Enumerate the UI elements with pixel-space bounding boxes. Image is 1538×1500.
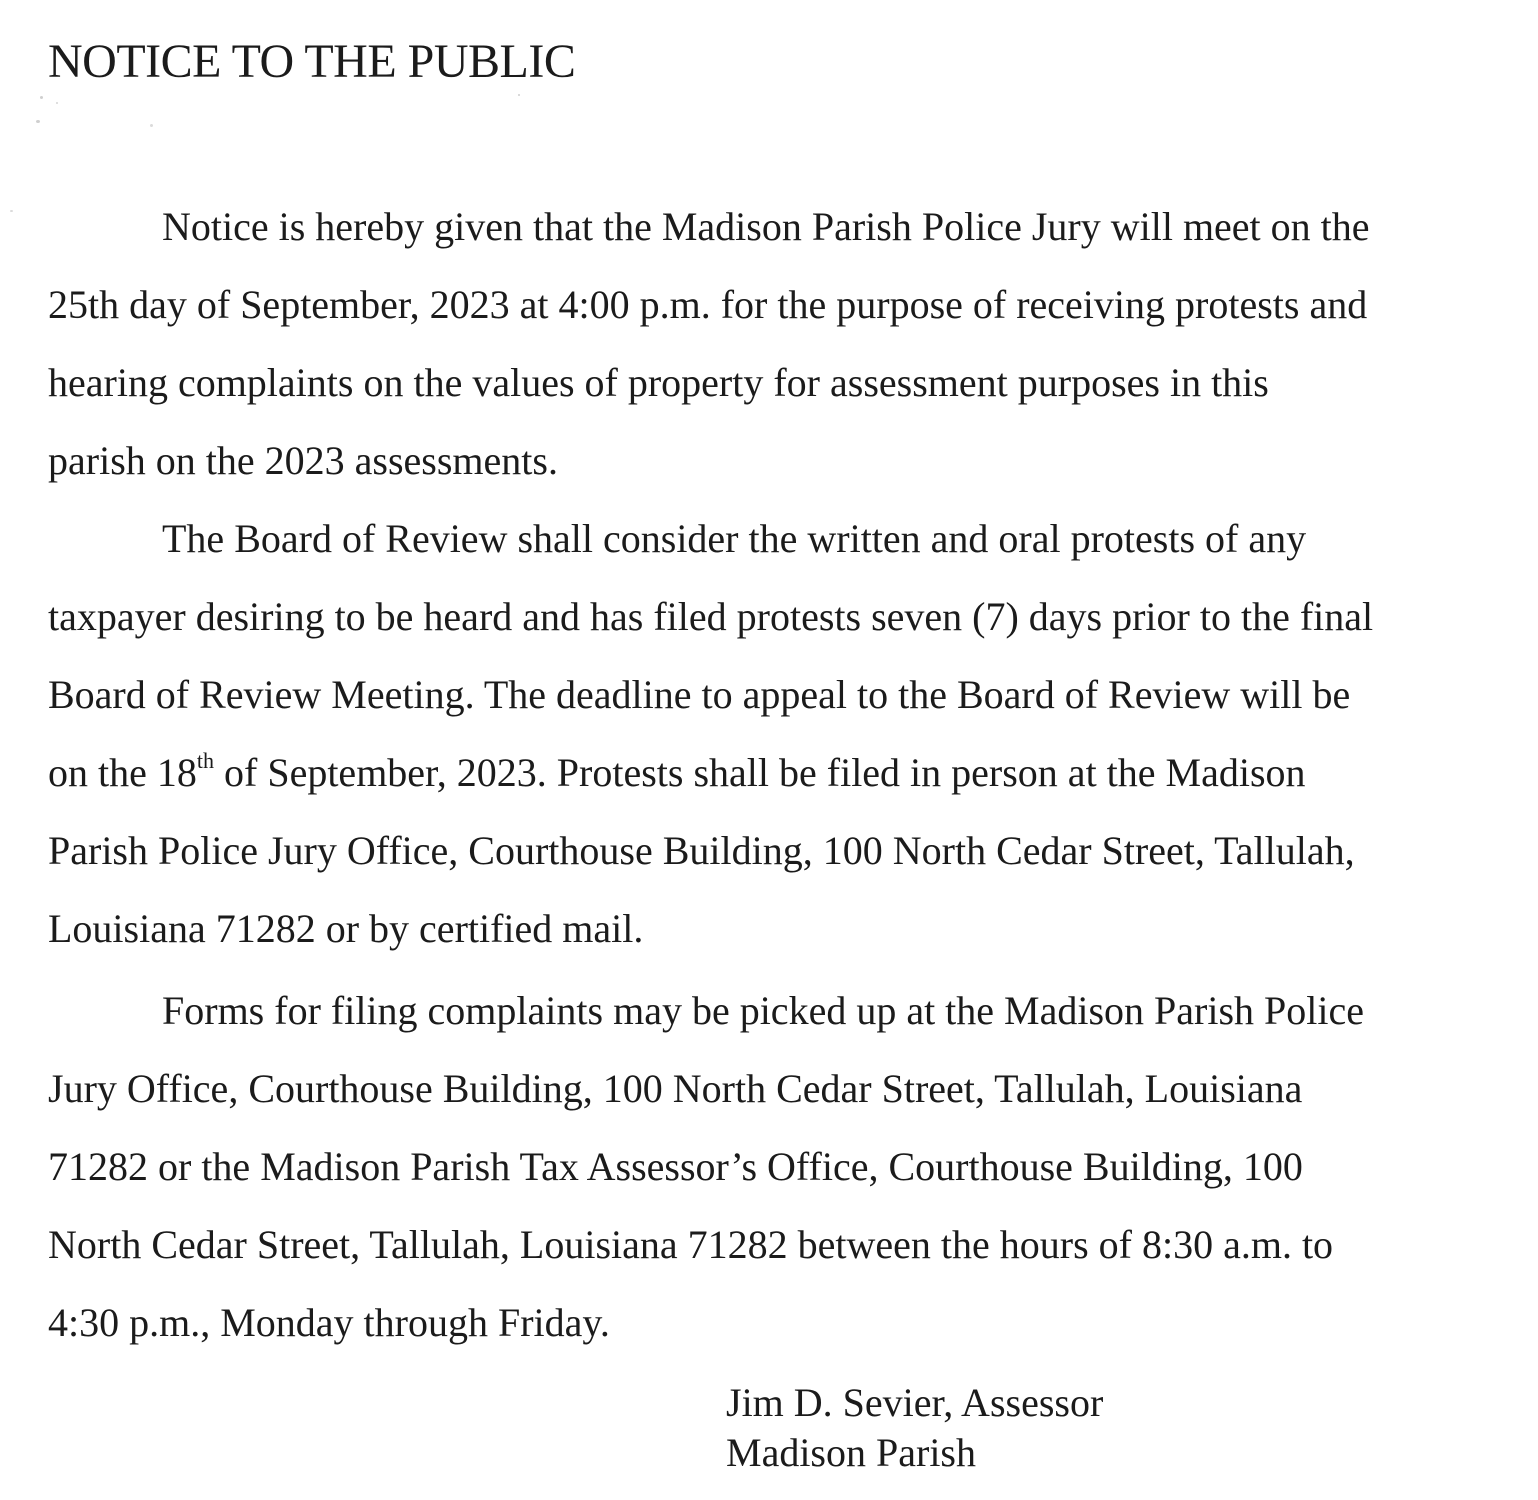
scan-speck [40, 96, 43, 99]
scan-speck [518, 94, 520, 96]
signer-parish: Madison Parish [726, 1430, 976, 1475]
paragraph-line: hearing complaints on the values of property for assessment purposes in this [48, 360, 1269, 405]
paragraph-line: 71282 or the Madison Parish Tax Assessor’s Office, Courthouse Building, 100 [48, 1144, 1303, 1189]
signature-block [726, 1378, 1103, 1478]
paragraph-line: Board of Review Meeting. The deadline to appeal to the Board of Review will be [48, 672, 1351, 717]
paragraph-line: Louisiana 71282 or by certified mail. [48, 906, 644, 951]
scan-speck [150, 124, 153, 127]
paragraph-line: parish on the 2023 assessments. [48, 438, 558, 483]
scan-speck [36, 120, 40, 123]
paragraph-line: Parish Police Jury Office, Courthouse Building, 100 North Cedar Street, Tallulah, [48, 828, 1355, 873]
scan-speck [10, 210, 13, 212]
deadline-text-end: of September, 2023. Protests shall be filed in person at the Madison [214, 750, 1306, 795]
paragraph-line: The Board of Review shall consider the written and oral protests of any [162, 516, 1307, 561]
paragraph-line: Jury Office, Courthouse Building, 100 North Cedar Street, Tallulah, Louisiana [48, 1066, 1303, 1111]
notice-title: NOTICE TO THE PUBLIC [48, 35, 576, 88]
paragraph-line: North Cedar Street, Tallulah, Louisiana 71282 between the hours of 8:30 a.m. to [48, 1222, 1334, 1267]
scan-speck [56, 102, 58, 104]
ordinal-suffix: th [196, 748, 214, 773]
paragraph-board-of-review [48, 500, 1528, 968]
paragraph-line: 4:30 p.m., Monday through Friday. [48, 1300, 610, 1345]
paragraph-meeting [48, 188, 1528, 500]
paragraph-line: Forms for filing complaints may be picked up at the Madison Parish Police [162, 988, 1365, 1033]
paragraph-line: Notice is hereby given that the Madison Parish Police Jury will meet on the [162, 204, 1370, 249]
signer-name: Jim D. Sevier, Assessor [726, 1380, 1104, 1425]
paragraph-line [48, 734, 1528, 812]
paragraph-forms [48, 972, 1528, 1362]
paragraph-line: taxpayer desiring to be heard and has filed protests seven (7) days prior to the final [48, 594, 1374, 639]
paragraph-line: 25th day of September, 2023 at 4:00 p.m. for the purpose of receiving protests and [48, 282, 1368, 327]
deadline-text-start: on the 18 [48, 750, 197, 795]
